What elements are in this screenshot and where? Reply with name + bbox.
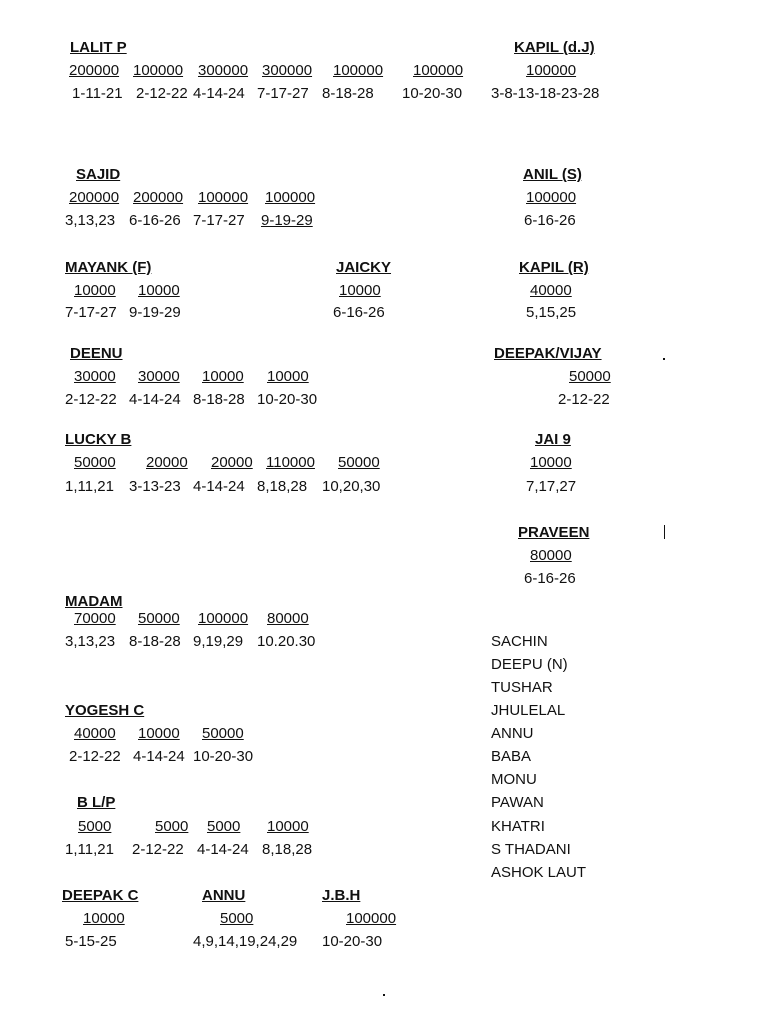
list-item: BABA [491, 748, 532, 765]
amount-cell: 100000 [526, 62, 577, 79]
amount-cell: 30000 [138, 368, 180, 385]
date-cell: 2-12-22 [69, 748, 121, 765]
name-deepak-c: DEEPAK C [62, 887, 139, 904]
date-cell: 7-17-27 [65, 304, 117, 321]
list-item: KHATRI [491, 818, 545, 835]
date-cell: 2-12-22 [65, 391, 117, 408]
date-cell: 7-17-27 [257, 85, 309, 102]
amount-cell: 10000 [74, 282, 116, 299]
amount-cell: 100000 [198, 189, 249, 206]
date-cell: 10-20-30 [402, 85, 463, 102]
date-cell: 6-16-26 [524, 212, 576, 229]
amount-cell: 40000 [530, 282, 572, 299]
name-mayank-f: MAYANK (F) [65, 259, 152, 276]
date-cell: 4-14-24 [129, 391, 181, 408]
name-jbh: J.B.H [322, 887, 361, 904]
date-cell: 2-12-22 [136, 85, 188, 102]
amount-cell: 50000 [138, 610, 180, 627]
stray-dot-mark [663, 358, 665, 360]
date-cell: 8-18-28 [322, 85, 374, 102]
name-anil-s: ANIL (S) [523, 166, 582, 183]
list-item: MONU [491, 771, 537, 788]
name-madam: MADAM [65, 593, 123, 610]
name-deenu: DEENU [70, 345, 123, 362]
stray-bar-mark [664, 525, 665, 539]
date-cell: 8-18-28 [193, 391, 245, 408]
date-cell: 9,19,29 [193, 633, 244, 650]
amount-cell: 10000 [267, 368, 309, 385]
amount-cell: 50000 [74, 454, 116, 471]
amount-cell: 10000 [138, 725, 180, 742]
amount-cell: 100000 [346, 910, 397, 927]
amount-cell: 50000 [202, 725, 244, 742]
amount-cell: 100000 [265, 189, 316, 206]
name-kapil-r: KAPIL (R) [519, 259, 589, 276]
amount-cell: 100000 [133, 62, 184, 79]
name-yogesh-c: YOGESH C [65, 702, 145, 719]
amount-cell: 100000 [526, 189, 577, 206]
name-jaicky: JAICKY [336, 259, 392, 276]
amount-cell: 10000 [83, 910, 125, 927]
date-cell: 2-12-22 [558, 391, 610, 408]
amount-cell: 5000 [155, 818, 189, 835]
list-item: ANNU [491, 725, 534, 742]
date-cell: 7-17-27 [193, 212, 245, 229]
date-cell: 9-19-29 [129, 304, 181, 321]
list-item: DEEPU (N) [491, 656, 568, 673]
amount-cell: 300000 [198, 62, 249, 79]
amount-cell: 100000 [413, 62, 464, 79]
amount-cell: 70000 [74, 610, 116, 627]
date-cell: 1,11,21 [65, 841, 114, 858]
amount-cell: 10000 [202, 368, 244, 385]
name-jai-9: JAI 9 [535, 431, 571, 448]
date-cell: 4-14-24 [197, 841, 249, 858]
date-cell: 6-16-26 [129, 212, 181, 229]
amount-cell: 200000 [69, 189, 120, 206]
date-cell: 8-18-28 [129, 633, 181, 650]
list-item: S THADANI [491, 841, 571, 858]
date-cell: 2-12-22 [132, 841, 184, 858]
date-cell: 9-19-29 [261, 212, 313, 229]
amount-cell: 5000 [78, 818, 112, 835]
date-cell: 8,18,28 [257, 478, 308, 495]
date-cell: 10-20-30 [257, 391, 318, 408]
name-annu: ANNU [202, 887, 246, 904]
amount-cell: 40000 [74, 725, 116, 742]
list-item: PAWAN [491, 794, 544, 811]
date-cell: 10,20,30 [322, 478, 381, 495]
amount-cell: 10000 [138, 282, 180, 299]
date-cell: 3-8-13-18-23-28 [491, 85, 600, 102]
date-cell: 4,9,14,19,24,29 [193, 933, 298, 950]
amount-cell: 200000 [69, 62, 120, 79]
list-item: ASHOK LAUT [491, 864, 587, 881]
amount-cell: 100000 [198, 610, 249, 627]
amount-cell: 80000 [267, 610, 309, 627]
list-item: TUSHAR [491, 679, 553, 696]
name-lalit-p: LALIT P [70, 39, 127, 56]
amount-cell: 50000 [569, 368, 611, 385]
date-cell: 5,15,25 [526, 304, 577, 321]
amount-cell: 110000 [266, 454, 315, 471]
date-cell: 6-16-26 [333, 304, 385, 321]
name-deepak-vijay: DEEPAK/VIJAY [494, 345, 602, 362]
name-praveen: PRAVEEN [518, 524, 590, 541]
date-cell: 3,13,23 [65, 212, 116, 229]
amount-cell: 20000 [146, 454, 188, 471]
date-cell: 6-16-26 [524, 570, 576, 587]
name-b-lp: B L/P [77, 794, 116, 811]
amount-cell: 300000 [262, 62, 313, 79]
date-cell: 10.20.30 [257, 633, 316, 650]
amount-cell: 200000 [133, 189, 184, 206]
amount-cell: 5000 [207, 818, 241, 835]
name-kapil-dj: KAPIL (d.J) [514, 39, 595, 56]
date-cell: 4-14-24 [133, 748, 185, 765]
amount-cell: 10000 [267, 818, 309, 835]
date-cell: 4-14-24 [193, 85, 245, 102]
name-lucky-b: LUCKY B [65, 431, 132, 448]
amount-cell: 10000 [339, 282, 381, 299]
amount-cell: 10000 [530, 454, 572, 471]
date-cell: 10-20-30 [193, 748, 254, 765]
date-cell: 8,18,28 [262, 841, 313, 858]
amount-cell: 50000 [338, 454, 380, 471]
amount-cell: 80000 [530, 547, 572, 564]
date-cell: 7,17,27 [526, 478, 577, 495]
date-cell: 1,11,21 [65, 478, 114, 495]
amount-cell: 5000 [220, 910, 254, 927]
name-sajid: SAJID [76, 166, 121, 183]
date-cell: 4-14-24 [193, 478, 245, 495]
amount-cell: 20000 [211, 454, 253, 471]
list-item: SACHIN [491, 633, 548, 650]
date-cell: 10-20-30 [322, 933, 383, 950]
list-item: JHULELAL [491, 702, 566, 719]
stray-dot-mark [383, 994, 385, 996]
amount-cell: 30000 [74, 368, 116, 385]
date-cell: 3-13-23 [129, 478, 181, 495]
date-cell: 5-15-25 [65, 933, 117, 950]
date-cell: 3,13,23 [65, 633, 116, 650]
date-cell: 1-11-21 [72, 85, 123, 102]
amount-cell: 100000 [333, 62, 384, 79]
